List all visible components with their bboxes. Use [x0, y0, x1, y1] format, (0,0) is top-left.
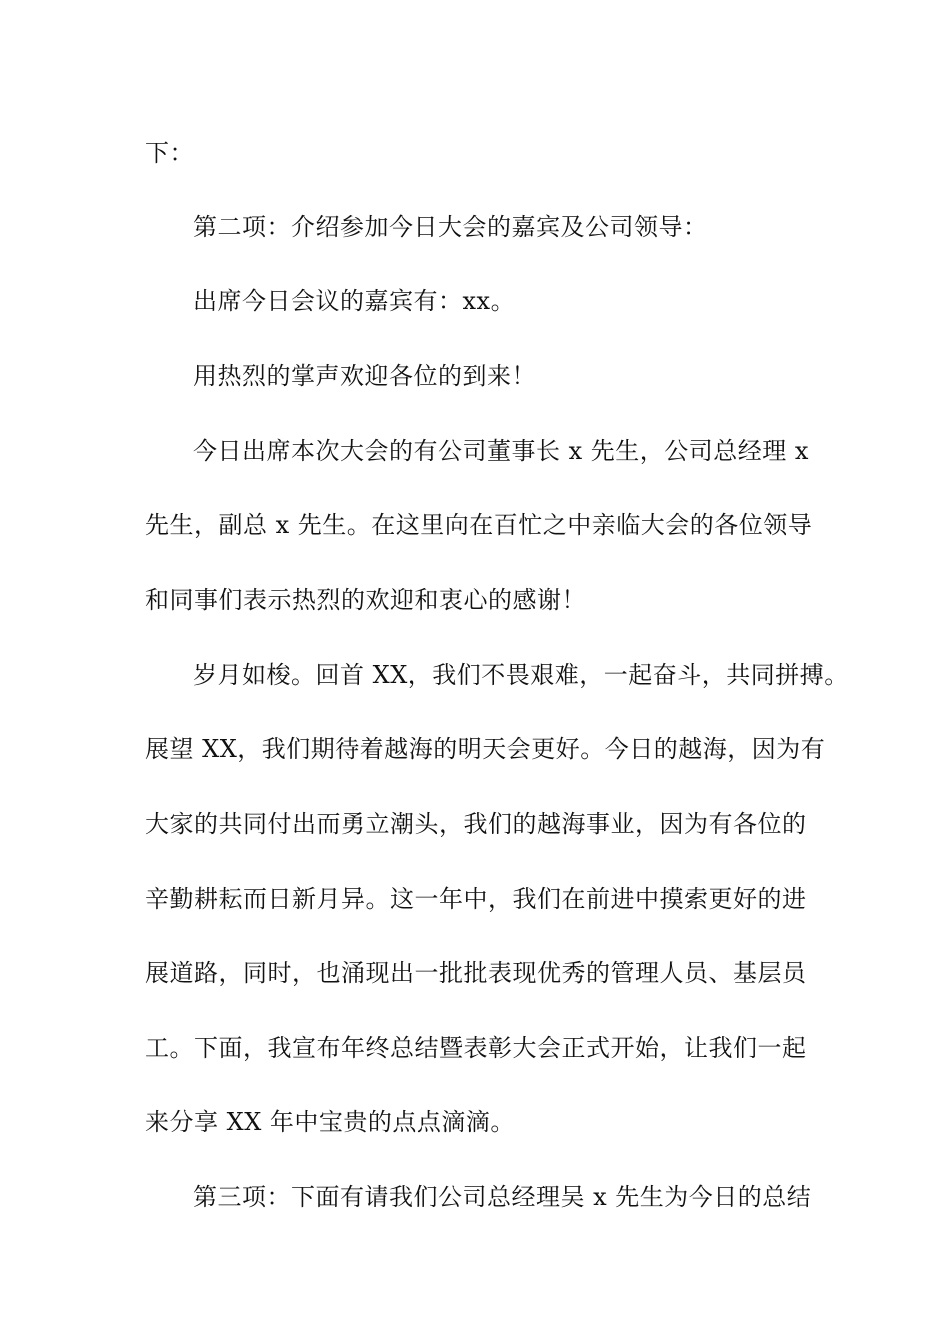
- paragraph-review-line-5: 展道路，同时，也涌现出一批批表现优秀的管理人员、基层员: [145, 959, 807, 987]
- paragraph-review-line-2: 展望 XX，我们期待着越海的明天会更好。今日的越海，因为有: [145, 735, 826, 763]
- paragraph-leaders-line-2: 先生，副总 x 先生。在这里向在百忙之中亲临大会的各位领导: [145, 511, 813, 539]
- paragraph-review-line-6: 工。下面，我宣布年终总结暨表彰大会正式开始，让我们一起: [145, 1034, 807, 1062]
- paragraph-leaders-line-3: 和同事们表示热烈的欢迎和衷心的感谢！: [145, 586, 586, 614]
- guests-line: 出席今日会议的嘉宾有：xx。: [193, 287, 516, 315]
- paragraph-review-line-3: 大家的共同付出而勇立潮头，我们的越海事业，因为有各位的: [145, 810, 807, 838]
- section-three-heading: 第三项：下面有请我们公司总经理吴 x 先生为今日的总结: [193, 1183, 812, 1211]
- paragraph-review-line-4: 辛勤耕耘而日新月异。这一年中，我们在前进中摸索更好的进: [145, 885, 807, 913]
- paragraph-leaders-line-1: 今日出席本次大会的有公司董事长 x 先生，公司总经理 x: [193, 437, 809, 465]
- text-line-continuation: 下：: [145, 139, 194, 167]
- paragraph-review-line-1: 岁月如梭。回首 XX，我们不畏艰难，一起奋斗，共同拼搏。: [193, 661, 849, 689]
- welcome-line: 用热烈的掌声欢迎各位的到来！: [193, 362, 536, 390]
- section-two-heading: 第二项：介绍参加今日大会的嘉宾及公司领导：: [193, 213, 708, 241]
- paragraph-review-line-7: 来分享 XX 年中宝贵的点点滴滴。: [145, 1108, 515, 1136]
